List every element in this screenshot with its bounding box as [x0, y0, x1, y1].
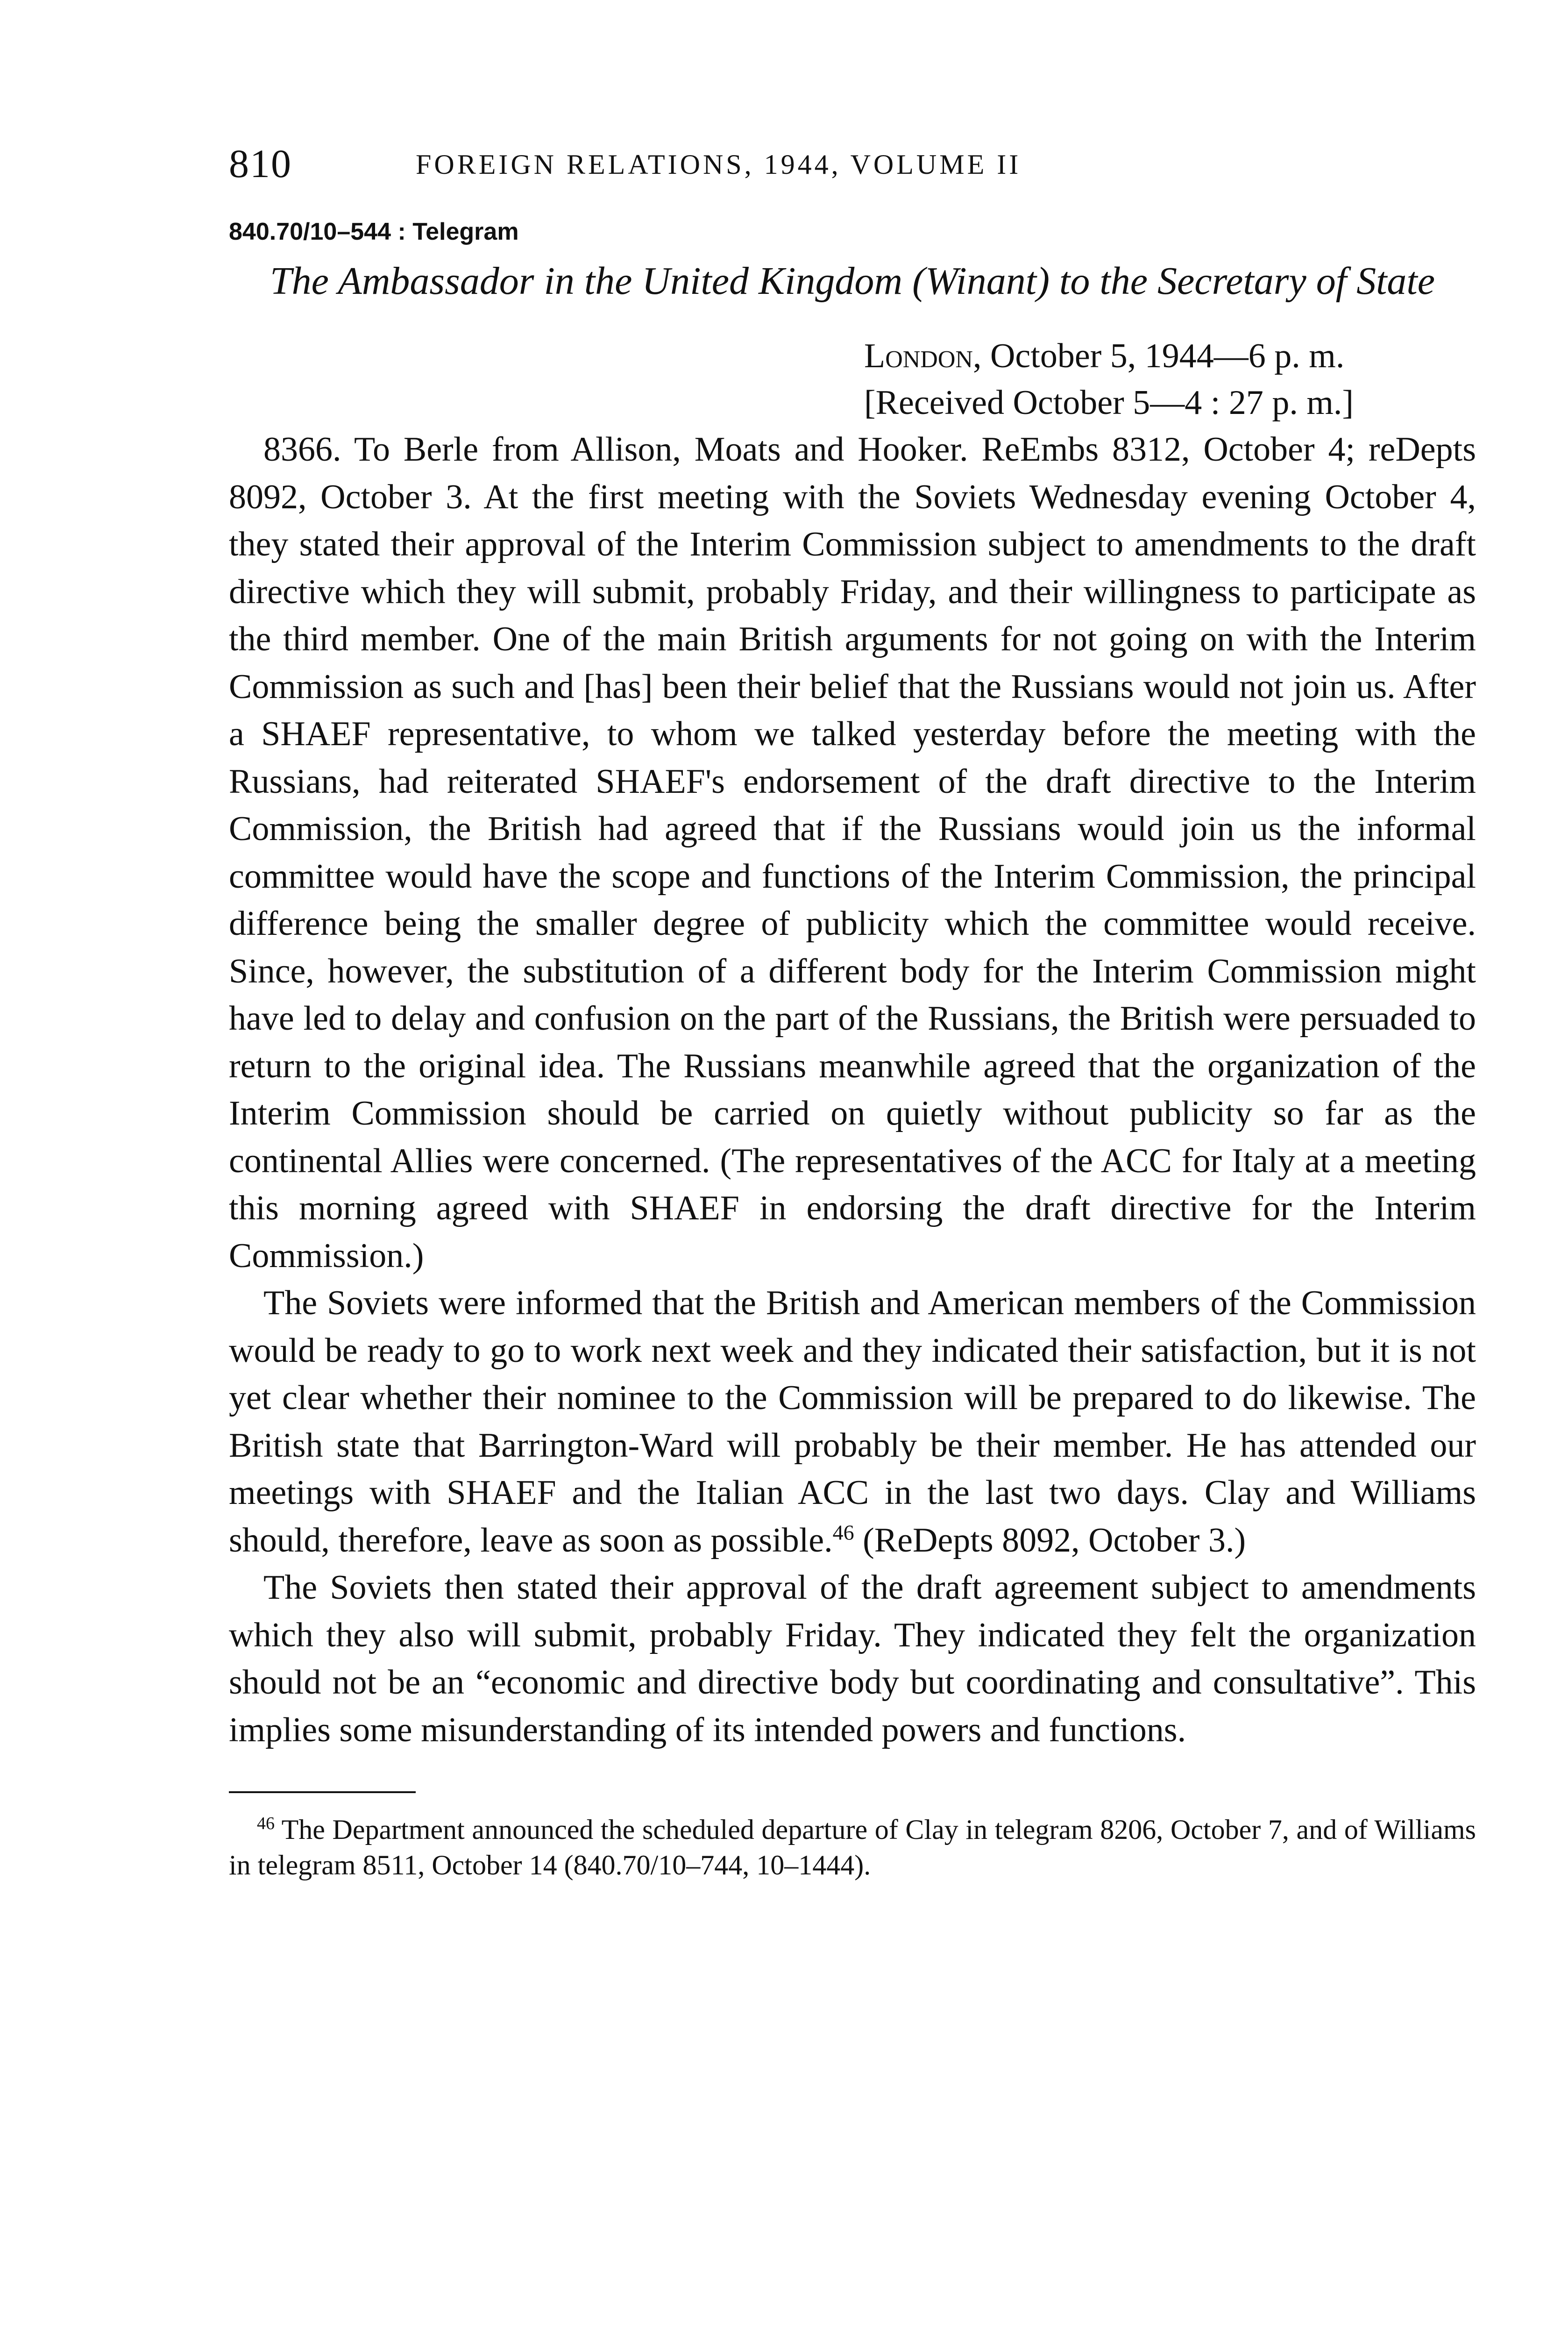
telegram-body [229, 426, 1476, 1754]
paragraph-1: 8366. To Berle from Allison, Moats and Hooker. ReEmbs 8312, October 4; reDepts 8092, October 3. At the first meeting with the Soviets Wednesday evening October 4, they stated their approval of the Interim Commission subject to amendments to the draft directive which they will submit, probably Friday, and their willingness to participate as the third member. One of the main British arguments for not going on with the Interim Commission as such and [has] been their belief that the Russians would not join us. After a SHAEF representative, to whom we talked yesterday before the meeting with the Russians, had reiterated SHAEF's endorsement of the draft directive to the Interim Commission, the British had agreed that if the Russians would join us the informal committee would have the scope and functions of the Interim Commission, the principal difference being the smaller degree of publicity which the committee would receive. Since, however, the substitution of a different body for the Interim Commission might have led to delay and confusion on the part of the Russians, the British were persuaded to return to the original idea. The Russians meanwhile agreed that the organization of the Interim Commission should be carried on quietly without publicity so far as the continental Allies were concerned. (The representatives of the ACC for Italy at a meeting this morning agreed with SHAEF in endorsing the draft directive for the Interim Commission.) [229, 430, 1476, 1275]
footnote [229, 1812, 1476, 1883]
footnote-divider [229, 1791, 416, 1793]
dateline-sent-time: , October 5, 1944—6 p. m. [972, 337, 1345, 375]
footnote-text: The Department announced the scheduled departure of Clay in telegram 8206, October 7, and of Williams in telegram 8511, October 14 (840.70/10–744, 10–1444). [229, 1814, 1476, 1880]
paragraph-2 [229, 1280, 1476, 1564]
paragraph-2-tail: (ReDepts 8092, October 3.) [854, 1521, 1246, 1560]
dateline [864, 333, 1476, 426]
dateline-received: [Received October 5—4 : 27 p. m.] [864, 384, 1354, 422]
dateline-sent [864, 333, 1476, 379]
running-head: FOREIGN RELATIONS, 1944, VOLUME II [416, 149, 1022, 180]
footnote-number: 46 [257, 1814, 275, 1833]
file-reference: 840.70/10–544 : Telegram [229, 218, 519, 245]
dateline-place: London [864, 337, 973, 375]
document-title: The Ambassador in the United Kingdom (Winant) to the Secretary of State [270, 259, 1435, 303]
page-number: 810 [229, 141, 292, 186]
paragraph-3: The Soviets then stated their approval of the draft agreement subject to amendments which they also will submit, probably Friday. They indicated they felt the organization should not be an “economic and directive body but coordinating and consultative”. This implies some misunderstanding of its intended powers and functions. [229, 1568, 1476, 1749]
paragraph-2-text: The Soviets were informed that the British and American members of the Commission would be ready to go to work next week and they indicated their satisfaction, but it is not yet clear whether their nominee to the Commission will be prepared to do likewise. The British state that Barrington-Ward will probably be their member. He has attended our meetings with SHAEF and the Italian ACC in the last two days. Clay and Williams should, therefore, leave as soon as possible. [229, 1284, 1476, 1560]
footnote-reference[interactable]: 46 [832, 1520, 854, 1544]
page-header [229, 140, 1476, 206]
document-page [229, 140, 1476, 1883]
